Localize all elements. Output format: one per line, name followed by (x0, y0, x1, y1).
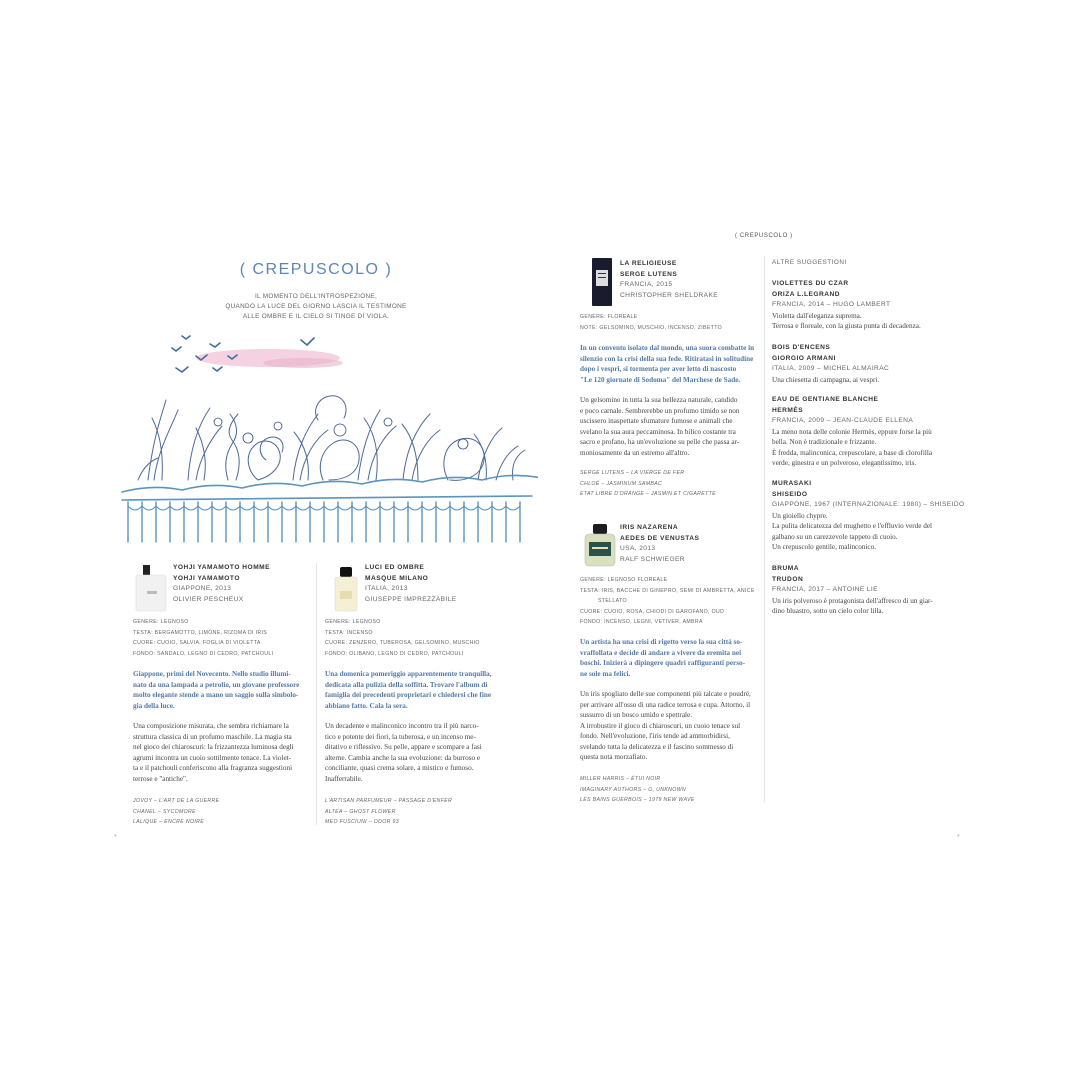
lead-paragraph (133, 669, 299, 711)
lead-paragraph (325, 669, 492, 711)
note-line: TESTA: BERGAMOTTO, LIMONE, RIZOMA DI IRIS (133, 629, 268, 636)
lead-line: In un convento isolato dal mondo, una suora combatte in (580, 344, 755, 352)
suggestion-text: Un gioiello chypre. (772, 511, 828, 520)
similar-references (325, 796, 452, 828)
perfume-name: IRIS NAZARENA (620, 524, 679, 531)
lead-line: nato da una lampada a petrolio, un giovane professore (133, 680, 300, 689)
suggestion-text: Un crepuscolo gentile, malinconico. (772, 543, 876, 551)
body-line: uscissero inaspettate sfumature fumose e animali che (580, 417, 733, 425)
suggestion-item (772, 564, 933, 617)
body-line: moniosamente da un estremo all'altro. (580, 448, 690, 457)
body-line: questa nota morzafiato. (580, 753, 648, 761)
reference-line: IMAGINARY AUTHORS – O, UNKNOWN (580, 786, 686, 793)
note-line: GENERE: LEGNOSO FLOREALE (580, 577, 668, 583)
flower-heads (214, 418, 468, 449)
balustrade (122, 475, 538, 500)
perfume-bottle-image (590, 256, 614, 308)
suggestion-item (772, 479, 965, 553)
body-line: ditativo e riflessivo. Su pelle, appare e scompare a fasi (325, 743, 482, 751)
suggestion-house: TRUDON (772, 575, 804, 583)
reference-line: SERGE LUTENS – LA VIERGE DE FER (580, 470, 685, 476)
suggestion-item (772, 395, 932, 469)
lead-line: dopo i vespri, si tormenta per aver letto di nascosto (580, 365, 737, 373)
suggestion-text: verde, ginestra e un polveroso, elegantissimo, iris. (772, 459, 917, 467)
suggestion-name: BOIS D'ENCENS (772, 344, 831, 351)
reference-line: ALTEA – GHOST FLOWER (325, 808, 396, 815)
suggestion-text: Un iris polveroso è protagonista dell'affresco di un giar- (772, 596, 933, 605)
similar-references (133, 796, 219, 828)
column-divider (764, 256, 765, 802)
subtitle-line: IL MOMENTO DELL'INTROSPEZIONE, (254, 293, 378, 300)
olfactory-notes (133, 617, 273, 659)
perfume-house: MASQUE MILANO (365, 574, 429, 582)
lead-line: gia della luce. (133, 701, 175, 710)
body-line: svelando tutta la delicatezza e il fascino sommesso di (580, 742, 734, 751)
body-line: Un iris spogliato delle sue componenti più talcate e poudré, (580, 690, 751, 698)
lead-line: vraffollata e decide di andare a vivere da eremita nei (580, 648, 742, 657)
subtitle-line: ALLE OMBRE E IL CIELO SI TINGE DI VIOLA. (242, 313, 390, 320)
reference-line: L'ARTISAN PARFUMEUR – PASSAGE D'ENFER (325, 798, 453, 804)
note-line: GENERE: LEGNOSO (133, 619, 189, 625)
perfume-name: LUCI ED OMBRE (365, 564, 425, 571)
perfume-perfumer: RALF SCHWIEGER (620, 555, 685, 563)
similar-references (580, 774, 695, 806)
altre-suggestioni (772, 259, 965, 615)
foliage (138, 396, 525, 481)
reference-line: MILLER HARRIS – ÉTUI NOIR (580, 776, 661, 782)
lead-line: dedicata alla pulizia della soffitta. Trovare l'album di (325, 680, 488, 689)
suggestion-text: La pulita delicatezza del mughetto e l'effluvio verde del (772, 522, 933, 530)
lead-line: ne sole ma felici. (580, 669, 631, 678)
lead-line: molto elegante stende a mano un saggio sulla simbolo- (133, 691, 299, 699)
perfume-origin: GIAPPONE, 2013 (173, 585, 232, 592)
suggestion-house: SHISEIDO (772, 490, 808, 498)
reference-line: ETAT LIBRE D'ORANGE – JASMIN ET CIGARETTE (580, 491, 716, 497)
perfume-perfumer: GIUSEPPE IMPREZZABILE (365, 595, 457, 603)
note-line: CUORE: CUOIO, ROSA, CHIODI DI GAROFANO, OUD (580, 608, 725, 615)
note-line: GENERE: LEGNOSO (325, 619, 381, 625)
perfume-perfumer: OLIVIER PESCHEUX (173, 595, 244, 603)
suggestion-meta: ITALIA, 2009 – MICHEL ALMAIRAC (772, 365, 890, 372)
suggestion-text: È fredda, malinconica, crepuscolare, a base di clorofilla (772, 448, 933, 457)
suggestion-text: Violetta dall'eleganza suprema. (772, 311, 862, 320)
suggestion-text: bella. Non è tradizionale e frizzante. (772, 438, 877, 446)
body-line: ta e il patchouli conferiscono alla fragranza suggestioni (133, 764, 293, 772)
note-line: FONDO: INCENSO, LEGNI, VETIVER, AMBRA (580, 619, 703, 625)
perfume-bottle-image (331, 565, 361, 613)
body-line: Un decadente e malinconico incontro tra il più narco- (325, 722, 479, 730)
body-line: per arrivare all'osso di una radice terrosa e cupa. Attorno, il (580, 700, 751, 709)
body-line: conciliante, quasi crema solare, a mistico e fumoso. (325, 764, 474, 772)
body-line: e poco carnale. Sembrerebbe un profumo timido se non (580, 406, 740, 415)
body-paragraph (133, 721, 294, 784)
suggestion-name: BRUMA (772, 565, 800, 572)
body-line: Un gelsomino in tutta la sua bellezza naturale, candido (580, 396, 738, 404)
suggestion-text: galbano su un carezzevole tappeto di cuoio. (772, 532, 898, 541)
note-line: STELLATO (598, 598, 627, 604)
perfume-house: SERGE LUTENS (620, 270, 678, 278)
reference-line: JOVOY – L'ART DE LA GUERRE (133, 798, 220, 804)
suggestion-name: VIOLETTES DU CZAR (772, 280, 849, 287)
body-line: fondo. Nell'evoluzione, l'iris tende ad ammorbidirsi, (580, 732, 730, 740)
note-line: CUORE: ZENZERO, TUBEROSA, GELSOMINO, MUSCHIO (325, 640, 480, 646)
body-line: agrumi incontra un cuoio sottilmente tenace. La violet- (133, 753, 292, 762)
section-subtitle (200, 292, 432, 322)
lead-paragraph (580, 637, 745, 679)
perfume-origin: USA, 2013 (620, 545, 656, 552)
perfume-perfumer: CHRISTOPHER SHELDRAKE (620, 291, 719, 299)
reference-line: CHANEL – SYCOMORE (133, 808, 196, 815)
folio-ornament-right: * (957, 834, 960, 841)
lead-line: abbiano fatto. Cala la sera. (325, 701, 408, 710)
olfactory-notes (580, 575, 755, 628)
running-head: ( CREPUSCOLO ) (735, 233, 793, 239)
note-line: TESTA: INCENSO (325, 629, 373, 636)
suggestion-house: ORIZA L.LEGRAND (772, 290, 841, 298)
olfactory-notes (325, 617, 480, 659)
perfume-bottle-image (582, 522, 618, 568)
body-line: Inafferrabile. (325, 774, 363, 783)
body-line: A irrobustire il gioco di chiaroscuri, un cuoio tenace sul (580, 721, 741, 730)
lead-line: Un artista ha una crisi di rigetto verso la sua città so- (580, 638, 743, 646)
altre-heading: ALTRE SUGGESTIONI (772, 259, 847, 266)
note-line: CUORE: CUOIO, SALVIA, FOGLIA DI VIOLETTA (133, 640, 261, 646)
suggestion-text: La meno nota delle colonie Hermès, eppure forse la più (772, 427, 932, 436)
reference-line: LALIQUE – ENCRE NOIRE (133, 819, 205, 825)
lead-line: Giappone, primi del Novecento. Nello studio illumi- (133, 670, 291, 678)
lead-paragraph (580, 343, 754, 385)
subtitle-line: QUANDO LA LUCE DEL GIORNO LASCIA IL TESTIMONE (225, 303, 407, 310)
perfume-origin: ITALIA, 2013 (365, 585, 408, 592)
suggestion-house: GIORGIO ARMANI (772, 354, 836, 362)
body-line: struttura classica di un profumo maschile. La magia sta (133, 732, 292, 741)
suggestion-house: HERMÈS (772, 406, 804, 414)
body-line: terrose e "antiche". (133, 774, 188, 783)
section-title: ( CREPUSCOLO ) (239, 261, 393, 278)
lead-line: silenzio con la crisi della sua fede. Ritiratasi in solitudine (580, 354, 754, 363)
pink-sky-wash (263, 358, 343, 368)
perfume-bottle-image (133, 563, 169, 613)
body-line: tico e potente dei fiori, la tuberosa, e un incenso me- (325, 732, 476, 741)
body-line: alterne. Cambia anche la sua evoluzione: da burroso e (325, 753, 481, 762)
lead-line: boschi. Inizierà a dipingere quadri raffiguranti perso- (580, 659, 745, 667)
note-line: FONDO: SANDALO, LEGNO DI CEDRO, PATCHOULI (133, 650, 274, 657)
lead-line: Una domenica pomeriggio apparentemente tranquilla, (325, 670, 492, 678)
suggestion-name: MURASAKI (772, 480, 812, 487)
body-line: svelano la sua aura peccaminosa. In bilico costante tra (580, 427, 736, 436)
suggestion-meta: GIAPPONE, 1967 (INTERNAZIONALE: 1980) – SHISEIDO (772, 501, 965, 508)
suggestion-text: dino bluastro, sotto un cielo color lilla. (772, 607, 884, 615)
reference-line: MEO FUSCIUNI – ODOR 93 (325, 819, 399, 825)
suggestion-meta: FRANCIA, 2017 – ANTOINE LIE (772, 586, 878, 593)
note-line: FONDO: OLIBANO, LEGNO DI CEDRO, PATCHOULI (325, 650, 464, 657)
note-line: NOTE: GELSOMINO, MUSCHIO, INCENSO, ZIBETTO (580, 324, 722, 331)
perfume-house: YOHJI YAMAMOTO (173, 574, 240, 582)
garden-illustration (118, 330, 538, 552)
suggestion-text: Una chiesetta di campagna, ai vespri. (772, 375, 880, 384)
body-line: sussurro di un bosco umido e spettrale. (580, 711, 692, 719)
body-line: sacro e profano, ha un'evoluzione su pelle che passa ar- (580, 438, 740, 446)
body-line: nel gioco dei chiaroscuri: la frizzantezza luminosa degli (133, 743, 294, 751)
note-line: TESTA: IRIS, BACCHE DI GINEPRO, SEMI DI AMBRETTA, ANICE (580, 587, 755, 594)
olfactory-notes (580, 312, 722, 333)
suggestion-item (772, 279, 921, 332)
suggestion-text: Terrosa e floreale, con la giusta punta di decadenza. (772, 322, 921, 330)
suggestion-name: EAU DE GENTIANE BLANCHE (772, 396, 879, 403)
suggestion-meta: FRANCIA, 2014 – HUGO LAMBERT (772, 301, 891, 308)
perfume-name: YOHJI YAMAMOTO HOMME (173, 564, 271, 571)
perfume-name: LA RELIGIEUSE (620, 260, 677, 267)
body-paragraph (580, 395, 739, 458)
body-paragraph (580, 689, 751, 763)
note-line: GENERE: FLOREALE (580, 314, 638, 320)
reference-line: LES BAINS GUERBOIS – 1979 NEW WAVE (580, 797, 695, 803)
folio-ornament-left: * (114, 834, 117, 841)
perfume-house: AEDES DE VENUSTAS (620, 534, 700, 542)
body-paragraph (325, 721, 482, 784)
lead-line: "Le 120 giornate di Sodoma" del Marchese de Sade. (580, 375, 741, 384)
lead-line: famiglia dei precedenti proprietari e chiedersi che fine (325, 691, 492, 699)
body-line: Una composizione misurata, che sembra richiamare la (133, 722, 289, 730)
column-divider (316, 563, 317, 825)
suggestion-item (772, 343, 889, 385)
similar-references (580, 468, 716, 500)
perfume-origin: FRANCIA, 2015 (620, 281, 673, 288)
suggestion-meta: FRANCIA, 2009 – JEAN-CLAUDE ELLENA (772, 417, 914, 424)
reference-line: CHLOÉ – JASMINUM SAMBAC (580, 480, 663, 487)
